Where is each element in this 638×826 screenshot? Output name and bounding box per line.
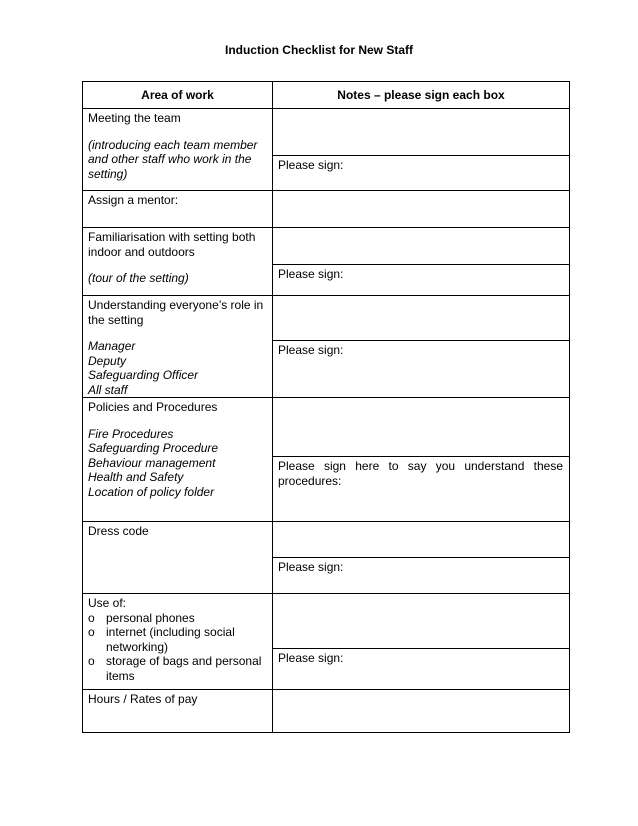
role-item: Manager bbox=[88, 339, 136, 353]
sign-label: Please sign: bbox=[278, 651, 344, 665]
signature-cell[interactable] bbox=[273, 340, 570, 397]
area-label: Meeting the team bbox=[88, 111, 181, 125]
area-label: Policies and Procedures bbox=[88, 400, 218, 414]
header-row bbox=[83, 82, 570, 109]
signature-cell[interactable] bbox=[273, 558, 570, 594]
header-notes: Notes – please sign each box bbox=[273, 82, 570, 109]
notes-cell[interactable] bbox=[273, 296, 570, 341]
bullet-icon: o bbox=[88, 625, 95, 639]
policy-item: Fire Procedures bbox=[88, 426, 174, 441]
role-item: All staff bbox=[88, 382, 128, 397]
notes-cell[interactable] bbox=[273, 228, 570, 265]
sign-label: Please sign: bbox=[278, 267, 344, 281]
area-label: Assign a mentor: bbox=[88, 193, 179, 207]
area-cell-dress-code bbox=[83, 522, 273, 594]
notes-cell[interactable] bbox=[273, 522, 570, 558]
policy-item: Location of policy folder bbox=[88, 484, 215, 499]
notes-cell[interactable] bbox=[273, 191, 570, 228]
area-label: Familiarisation with setting both indoor and outdoors bbox=[88, 230, 256, 259]
table-row bbox=[83, 191, 570, 228]
policy-item: Health and Safety bbox=[88, 470, 184, 484]
sign-label: Please sign: bbox=[278, 560, 344, 574]
sign-label: Please sign: bbox=[278, 342, 344, 357]
table-row bbox=[83, 296, 570, 341]
area-cell-policies bbox=[83, 398, 273, 522]
signature-cell[interactable] bbox=[273, 649, 570, 690]
table-row bbox=[83, 398, 570, 457]
area-cell-mentor bbox=[83, 191, 273, 228]
policy-item: Behaviour management bbox=[88, 455, 216, 470]
sign-label: Please sign here to say you understand these procedures: bbox=[278, 459, 563, 488]
area-cell-use-of bbox=[83, 594, 273, 690]
page-title: Induction Checklist for New Staff bbox=[224, 43, 413, 57]
list-item: o personal phones bbox=[88, 610, 195, 625]
signature-cell[interactable] bbox=[273, 265, 570, 296]
notes-cell[interactable] bbox=[273, 398, 570, 457]
sign-label: Please sign: bbox=[278, 158, 344, 172]
table-row bbox=[83, 690, 570, 733]
area-label: Use of: bbox=[88, 596, 127, 610]
notes-cell[interactable] bbox=[273, 690, 570, 733]
use-of-list bbox=[88, 611, 266, 684]
area-label: Understanding everyone’s role in the setting bbox=[88, 298, 264, 327]
area-label: Hours / Rates of pay bbox=[88, 692, 198, 706]
area-cell-hours bbox=[83, 690, 273, 733]
list-item: o storage of bags and personal items bbox=[88, 654, 262, 683]
induction-checklist-table bbox=[82, 81, 570, 733]
area-detail: (introducing each team member and other staff who work in the setting) bbox=[88, 137, 258, 181]
bullet-icon: o bbox=[88, 654, 95, 668]
header-area-of-work: Area of work bbox=[83, 82, 273, 109]
area-cell-meeting-team bbox=[83, 109, 273, 191]
signature-cell[interactable] bbox=[273, 457, 570, 522]
table-row bbox=[83, 228, 570, 265]
role-item: Deputy bbox=[88, 353, 127, 368]
list-item: o internet (including social networking) bbox=[88, 625, 235, 654]
bullet-icon: o bbox=[88, 610, 95, 625]
area-cell-roles bbox=[83, 296, 273, 398]
role-item: Safeguarding Officer bbox=[88, 368, 199, 382]
area-label: Dress code bbox=[88, 524, 149, 538]
notes-cell[interactable] bbox=[273, 594, 570, 649]
area-cell-familiarisation bbox=[83, 228, 273, 296]
table-row bbox=[83, 522, 570, 558]
table-row bbox=[83, 594, 570, 649]
notes-cell[interactable] bbox=[273, 109, 570, 156]
signature-cell[interactable] bbox=[273, 156, 570, 191]
table-row bbox=[83, 109, 570, 156]
area-detail: (tour of the setting) bbox=[88, 271, 189, 285]
policy-item: Safeguarding Procedure bbox=[88, 441, 219, 455]
